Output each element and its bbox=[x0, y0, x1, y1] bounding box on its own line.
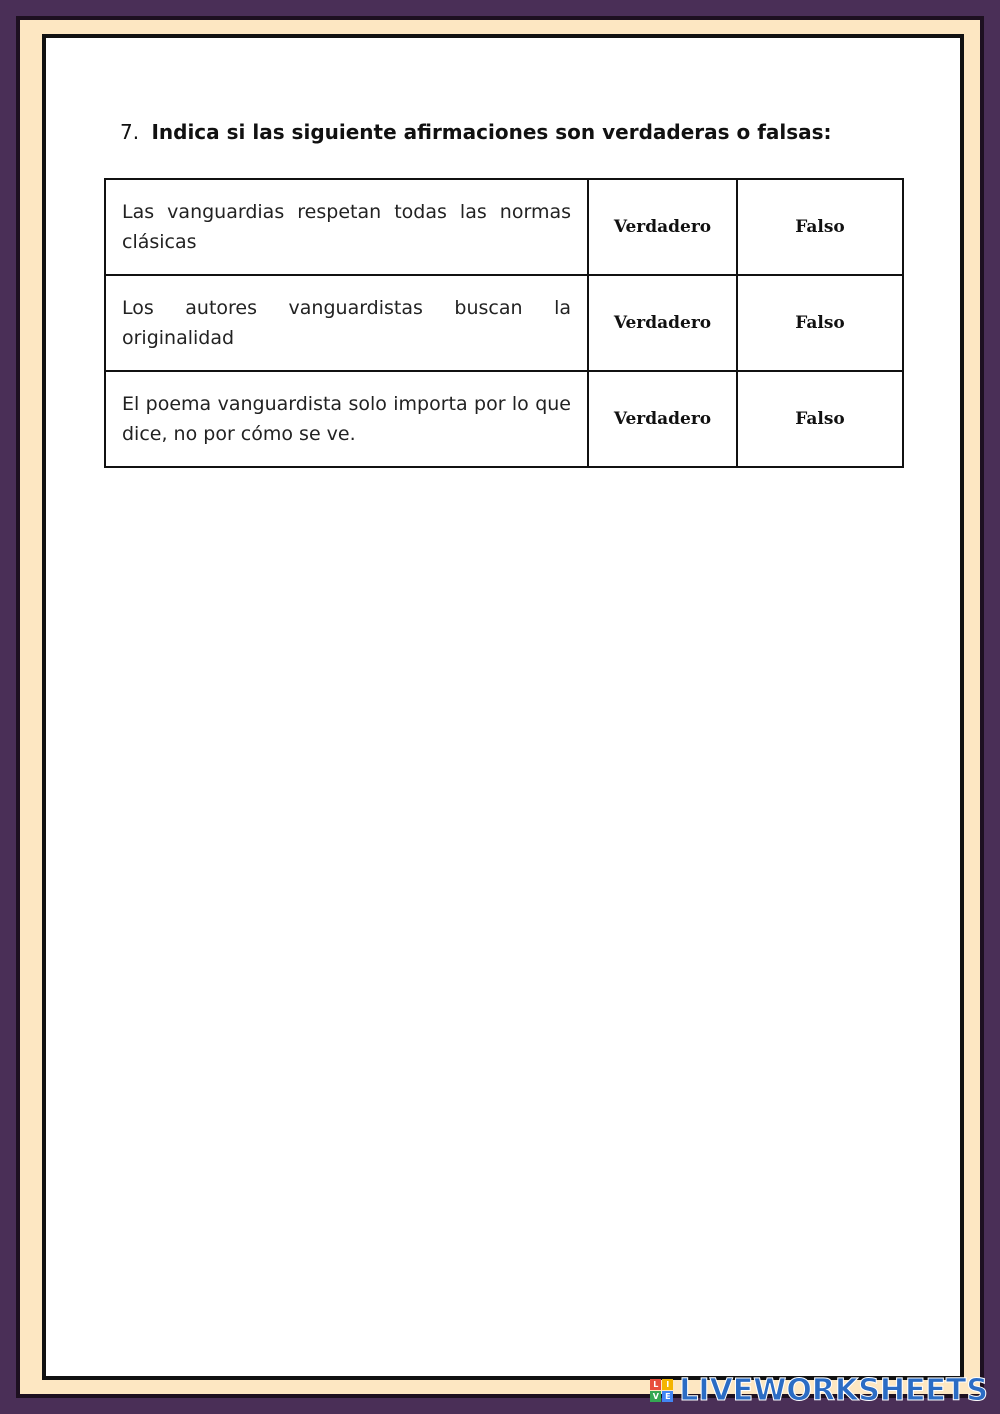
table-row bbox=[105, 275, 903, 371]
option-falso[interactable]: Falso bbox=[795, 409, 845, 429]
logo-letter: V bbox=[650, 1391, 661, 1402]
logo-letter: I bbox=[662, 1379, 673, 1390]
table-row bbox=[105, 179, 903, 275]
option-cell-false[interactable] bbox=[737, 179, 903, 275]
liveworksheets-logo-icon bbox=[650, 1379, 673, 1402]
option-cell-false[interactable] bbox=[737, 371, 903, 467]
true-false-table bbox=[104, 178, 904, 468]
logo-letter: E bbox=[662, 1391, 673, 1402]
option-cell-true[interactable] bbox=[588, 179, 737, 275]
option-cell-false[interactable] bbox=[737, 275, 903, 371]
option-falso[interactable]: Falso bbox=[795, 313, 845, 333]
option-cell-true[interactable] bbox=[588, 275, 737, 371]
statement-text: El poema vanguardista solo importa por lo que dice, no por cómo se ve. bbox=[105, 371, 588, 467]
liveworksheets-watermark bbox=[650, 1373, 988, 1408]
option-verdadero[interactable]: Verdadero bbox=[613, 313, 712, 333]
statement-text: Los autores vanguardistas buscan la originalidad bbox=[105, 275, 588, 371]
worksheet-page bbox=[42, 34, 964, 1380]
question-heading bbox=[120, 120, 832, 144]
option-cell-true[interactable] bbox=[588, 371, 737, 467]
question-text: Indica si las siguiente afirmaciones son verdaderas o falsas: bbox=[151, 120, 832, 144]
question-number: 7. bbox=[120, 120, 140, 144]
watermark-text: LIVEWORKSHEETS bbox=[679, 1373, 988, 1408]
option-falso[interactable]: Falso bbox=[795, 217, 845, 237]
option-verdadero[interactable]: Verdadero bbox=[613, 217, 712, 237]
statement-text: Las vanguardias respetan todas las normas clásicas bbox=[105, 179, 588, 275]
logo-letter: L bbox=[650, 1379, 661, 1390]
option-verdadero[interactable]: Verdadero bbox=[613, 409, 712, 429]
table-row bbox=[105, 371, 903, 467]
